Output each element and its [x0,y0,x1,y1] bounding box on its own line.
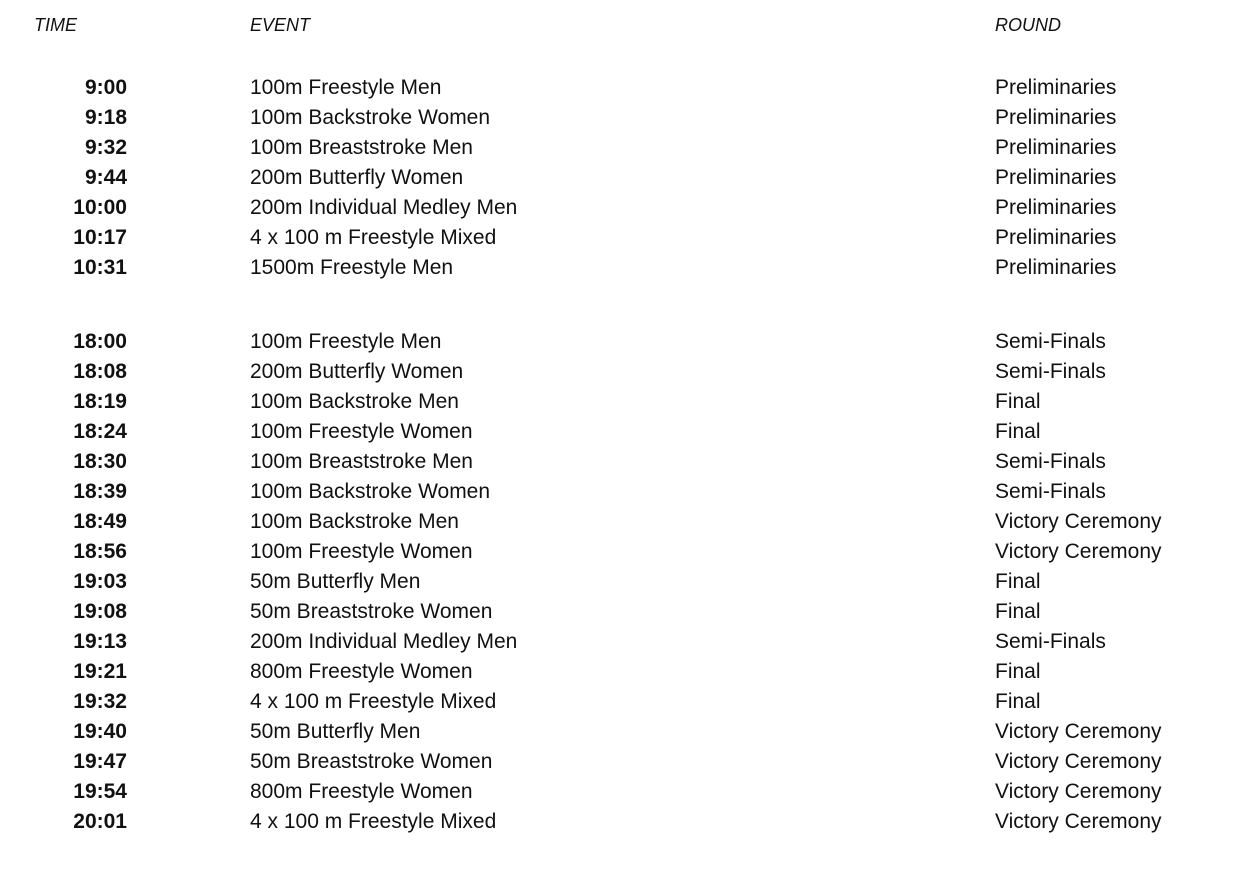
schedule-row [0,597,1256,627]
event-time: 9:32 [84,136,127,159]
event-time: 18:39 [73,480,127,503]
event-name: 1500m Freestyle Men [250,256,454,279]
event-name: 50m Butterfly Men [250,570,421,593]
event-name: 100m Backstroke Women [250,106,491,129]
schedule-row [0,327,1256,357]
event-time: 18:19 [73,390,127,413]
event-time: 10:17 [73,226,127,249]
event-round: Preliminaries [995,196,1117,219]
evening-session [0,327,1256,837]
event-round: Semi-Finals [995,630,1106,653]
event-name: 50m Breaststroke Women [250,600,493,623]
event-time: 19:13 [73,630,127,653]
event-round: Victory Ceremony [995,750,1162,773]
event-time: 18:24 [73,420,127,443]
event-round: Final [995,390,1041,413]
event-round: Final [995,570,1041,593]
schedule-row [0,103,1256,133]
event-round: Semi-Finals [995,330,1106,353]
event-round: Semi-Finals [995,450,1106,473]
schedule-row [0,687,1256,717]
event-round: Final [995,600,1041,623]
event-name: 100m Backstroke Men [250,390,459,413]
event-time: 18:08 [73,360,127,383]
schedule-row [0,417,1256,447]
event-round: Final [995,420,1041,443]
event-round: Victory Ceremony [995,510,1162,533]
schedule-row [0,657,1256,687]
schedule-row [0,193,1256,223]
schedule-row [0,357,1256,387]
schedule-row [0,163,1256,193]
event-name: 100m Freestyle Men [250,76,442,99]
schedule-row [0,253,1256,283]
event-round: Victory Ceremony [995,540,1162,563]
event-name: 4 x 100 m Freestyle Mixed [250,810,497,833]
event-time: 10:31 [73,256,127,279]
time-column-header: TIME [34,15,77,35]
event-round: Preliminaries [995,226,1117,249]
event-name: 200m Individual Medley Men [250,630,518,653]
event-round: Preliminaries [995,136,1117,159]
round-column-header: ROUND [995,15,1061,35]
event-name: 50m Breaststroke Women [250,750,493,773]
schedule-row [0,387,1256,417]
schedule-row [0,567,1256,597]
event-name: 100m Freestyle Women [250,540,473,563]
schedule-row [0,223,1256,253]
schedule-row [0,747,1256,777]
event-round: Victory Ceremony [995,810,1162,833]
event-round: Preliminaries [995,256,1117,279]
event-time: 18:00 [73,330,127,353]
event-round: Preliminaries [995,166,1117,189]
event-name: 50m Butterfly Men [250,720,421,743]
event-name: 800m Freestyle Women [250,660,473,683]
event-name: 200m Individual Medley Men [250,196,518,219]
schedule-row [0,73,1256,103]
event-time: 20:01 [73,810,127,833]
event-time: 19:47 [73,750,127,773]
event-time: 9:44 [84,166,127,189]
event-time: 18:56 [73,540,127,563]
schedule-row [0,133,1256,163]
schedule-row [0,447,1256,477]
event-name: 800m Freestyle Women [250,780,473,803]
event-name: 100m Breaststroke Men [250,450,473,473]
event-time: 19:08 [73,600,127,623]
event-time: 18:30 [73,450,127,473]
schedule-row [0,477,1256,507]
event-round: Semi-Finals [995,480,1106,503]
event-time: 9:18 [84,106,127,129]
morning-session [0,73,1256,283]
schedule-row [0,717,1256,747]
event-round: Victory Ceremony [995,780,1162,803]
event-name: 100m Backstroke Men [250,510,459,533]
schedule-row [0,777,1256,807]
event-round: Victory Ceremony [995,720,1162,743]
event-round: Preliminaries [995,76,1117,99]
event-name: 200m Butterfly Women [250,166,464,189]
event-round: Semi-Finals [995,360,1106,383]
event-time: 19:21 [73,660,127,683]
event-column-header: EVENT [250,15,311,35]
event-name: 100m Backstroke Women [250,480,491,503]
event-name: 4 x 100 m Freestyle Mixed [250,226,497,249]
event-name: 200m Butterfly Women [250,360,464,383]
event-name: 100m Freestyle Women [250,420,473,443]
event-round: Final [995,660,1041,683]
event-round: Final [995,690,1041,713]
event-time: 19:32 [73,690,127,713]
schedule-row [0,807,1256,837]
event-name: 100m Freestyle Men [250,330,442,353]
event-round: Preliminaries [995,106,1117,129]
event-time: 10:00 [73,196,127,219]
schedule-header [0,10,1256,40]
event-name: 4 x 100 m Freestyle Mixed [250,690,497,713]
event-time: 19:54 [73,780,127,803]
schedule-row [0,537,1256,567]
event-time: 19:40 [73,720,127,743]
schedule-row [0,507,1256,537]
event-name: 100m Breaststroke Men [250,136,473,159]
event-time: 18:49 [73,510,127,533]
schedule-row [0,627,1256,657]
event-time: 19:03 [73,570,127,593]
event-time: 9:00 [84,76,127,99]
